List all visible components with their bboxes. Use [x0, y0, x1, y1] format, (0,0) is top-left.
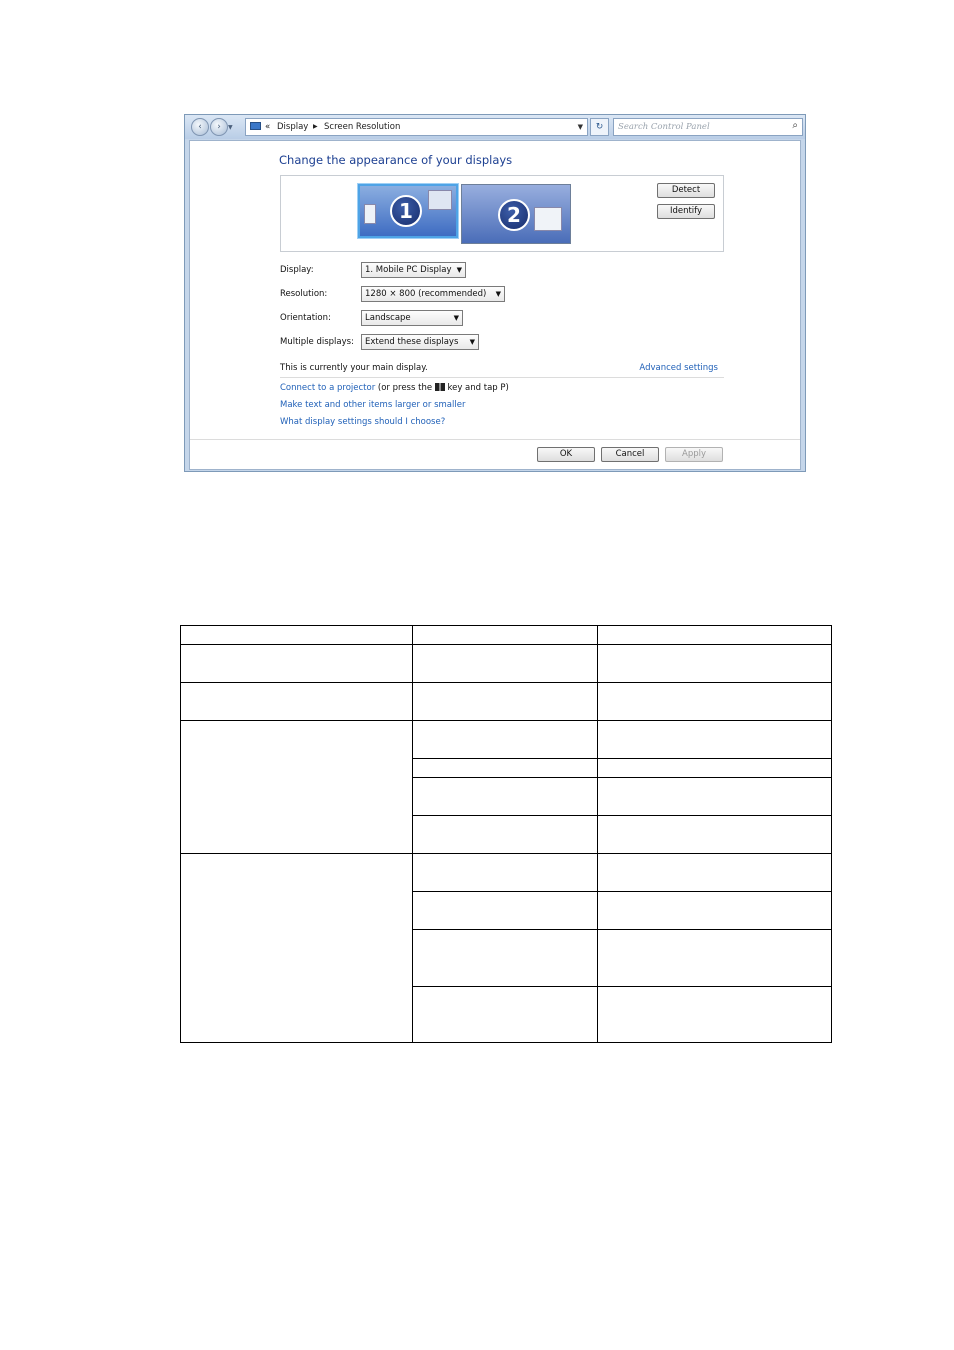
table-cell: [181, 854, 413, 1043]
table-cell: [412, 759, 598, 778]
breadcrumb-prefix: «: [265, 122, 271, 132]
table-cell: [412, 816, 598, 854]
projector-hint-end: key and tap P): [444, 383, 509, 393]
back-button[interactable]: ‹: [191, 118, 209, 136]
chevron-down-icon: ▼: [456, 266, 462, 274]
cancel-button[interactable]: Cancel: [601, 447, 659, 462]
table-cell: [598, 778, 832, 816]
table-cell: [181, 721, 413, 854]
resolution-select-value: 1280 × 800 (recommended): [365, 289, 487, 299]
projector-line: [280, 383, 509, 393]
breadcrumb-separator-icon: ▶: [313, 123, 318, 130]
empty-table: [180, 625, 832, 1043]
projector-hint-start: (or press the: [375, 383, 435, 393]
chevron-down-icon: ▼: [453, 314, 459, 322]
table-cell: [598, 645, 832, 683]
resolution-select[interactable]: [361, 286, 505, 302]
display-preview: [280, 175, 724, 252]
table-cell: [412, 854, 598, 892]
display-select-value: 1. Mobile PC Display: [365, 265, 452, 275]
monitor-icon: [250, 122, 261, 130]
search-icon[interactable]: ⌕: [792, 120, 798, 131]
identify-button[interactable]: Identify: [657, 204, 715, 219]
table-cell: [181, 626, 413, 645]
orientation-select[interactable]: [361, 310, 463, 326]
help-link[interactable]: What display settings should I choose?: [280, 417, 446, 427]
page-title: Change the appearance of your displays: [279, 153, 513, 167]
display-select[interactable]: [361, 262, 466, 278]
text-size-link[interactable]: Make text and other items larger or smaller: [280, 400, 466, 410]
recent-pages-arrow-icon[interactable]: ▼: [228, 124, 233, 131]
table-cell: [598, 854, 832, 892]
table-cell: [598, 626, 832, 645]
table-cell: [412, 683, 598, 721]
calendar-icon: [534, 207, 562, 231]
forward-button[interactable]: ›: [210, 118, 228, 136]
table-cell: [181, 683, 413, 721]
table-cell: [412, 987, 598, 1043]
table-cell: [412, 778, 598, 816]
table-cell: [181, 645, 413, 683]
divider: [280, 377, 724, 378]
chevron-down-icon: ▼: [495, 290, 501, 298]
footer-divider: [190, 439, 800, 440]
address-dropdown-icon[interactable]: ▼: [577, 123, 583, 131]
ok-button[interactable]: OK: [537, 447, 595, 462]
table-cell: [412, 645, 598, 683]
chevron-down-icon: ▼: [469, 338, 475, 346]
table-cell: [412, 626, 598, 645]
resolution-label: Resolution:: [280, 289, 328, 299]
connect-projector-link[interactable]: Connect to a projector: [280, 383, 376, 393]
window-thumbnail-icon: [428, 190, 452, 210]
monitor-1-number: 1: [390, 195, 422, 227]
search-input[interactable]: [618, 121, 778, 133]
monitor-2[interactable]: [461, 184, 571, 244]
monitor-1[interactable]: [358, 184, 458, 238]
table-cell: [598, 721, 832, 759]
address-bar[interactable]: [245, 118, 588, 136]
windows-logo-icon: [435, 383, 445, 391]
display-label: Display:: [280, 265, 314, 275]
table-cell: [598, 683, 832, 721]
title-bar: [185, 115, 805, 139]
orientation-select-value: Landscape: [365, 313, 411, 323]
dialog-content: [189, 140, 801, 470]
multiple-displays-label: Multiple displays:: [280, 337, 354, 347]
multiple-displays-select-value: Extend these displays: [365, 337, 459, 347]
search-box[interactable]: [613, 118, 803, 136]
table-cell: [598, 892, 832, 930]
refresh-button[interactable]: ↻: [590, 118, 609, 136]
breadcrumb-display[interactable]: Display: [277, 122, 309, 132]
advanced-settings-link[interactable]: Advanced settings: [639, 363, 718, 373]
table-cell: [412, 721, 598, 759]
table-cell: [598, 816, 832, 854]
table-cell: [412, 892, 598, 930]
breadcrumb-screen-resolution[interactable]: Screen Resolution: [324, 122, 401, 132]
table-cell: [598, 930, 832, 987]
gadget-icon: [364, 204, 376, 224]
multiple-displays-select[interactable]: [361, 334, 479, 350]
monitor-2-number: 2: [498, 199, 530, 231]
main-display-status: This is currently your main display.: [280, 363, 428, 373]
screen-resolution-window: [184, 114, 806, 472]
table-cell: [412, 930, 598, 987]
table-cell: [598, 759, 832, 778]
orientation-label: Orientation:: [280, 313, 331, 323]
detect-button[interactable]: Detect: [657, 183, 715, 198]
apply-button[interactable]: Apply: [665, 447, 723, 462]
table-cell: [598, 987, 832, 1043]
